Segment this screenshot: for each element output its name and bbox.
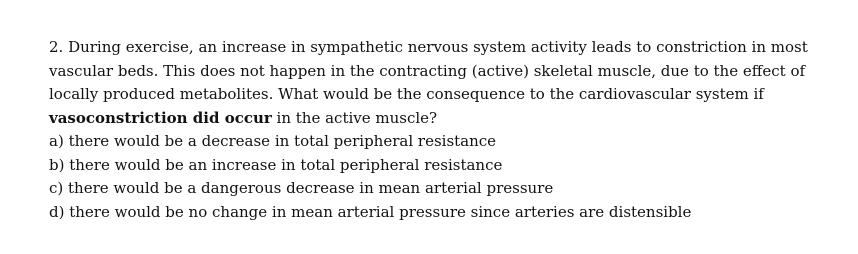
- answer-option-a[interactable]: a) there would be a decrease in total peripheral resistance: [49, 132, 497, 150]
- question-stem-line-4: [49, 107, 839, 131]
- answer-option-b[interactable]: b) there would be an increase in total peripheral resistance: [49, 155, 503, 174]
- question-stem-line-2: vascular beds. This does not happen in the contracting (active) skeletal muscle, due to the effect of: [49, 61, 806, 80]
- question-block: [49, 36, 839, 224]
- question-stem-line-3: locally produced metabolites. What would be the consequence to the cardiovascular system if: [49, 85, 764, 103]
- question-stem-tail: in the active muscle?: [271, 108, 438, 127]
- answer-option-d[interactable]: d) there would be no change in mean arterial pressure since arteries are distensible: [49, 202, 692, 221]
- answer-option-c[interactable]: c) there would be a dangerous decrease in mean arterial pressure: [49, 179, 554, 197]
- question-stem-line-1: 2. During exercise, an increase in sympathetic nervous system activity leads to constriction in most: [49, 38, 808, 56]
- question-emphasis: vasoconstriction did occur: [49, 108, 272, 127]
